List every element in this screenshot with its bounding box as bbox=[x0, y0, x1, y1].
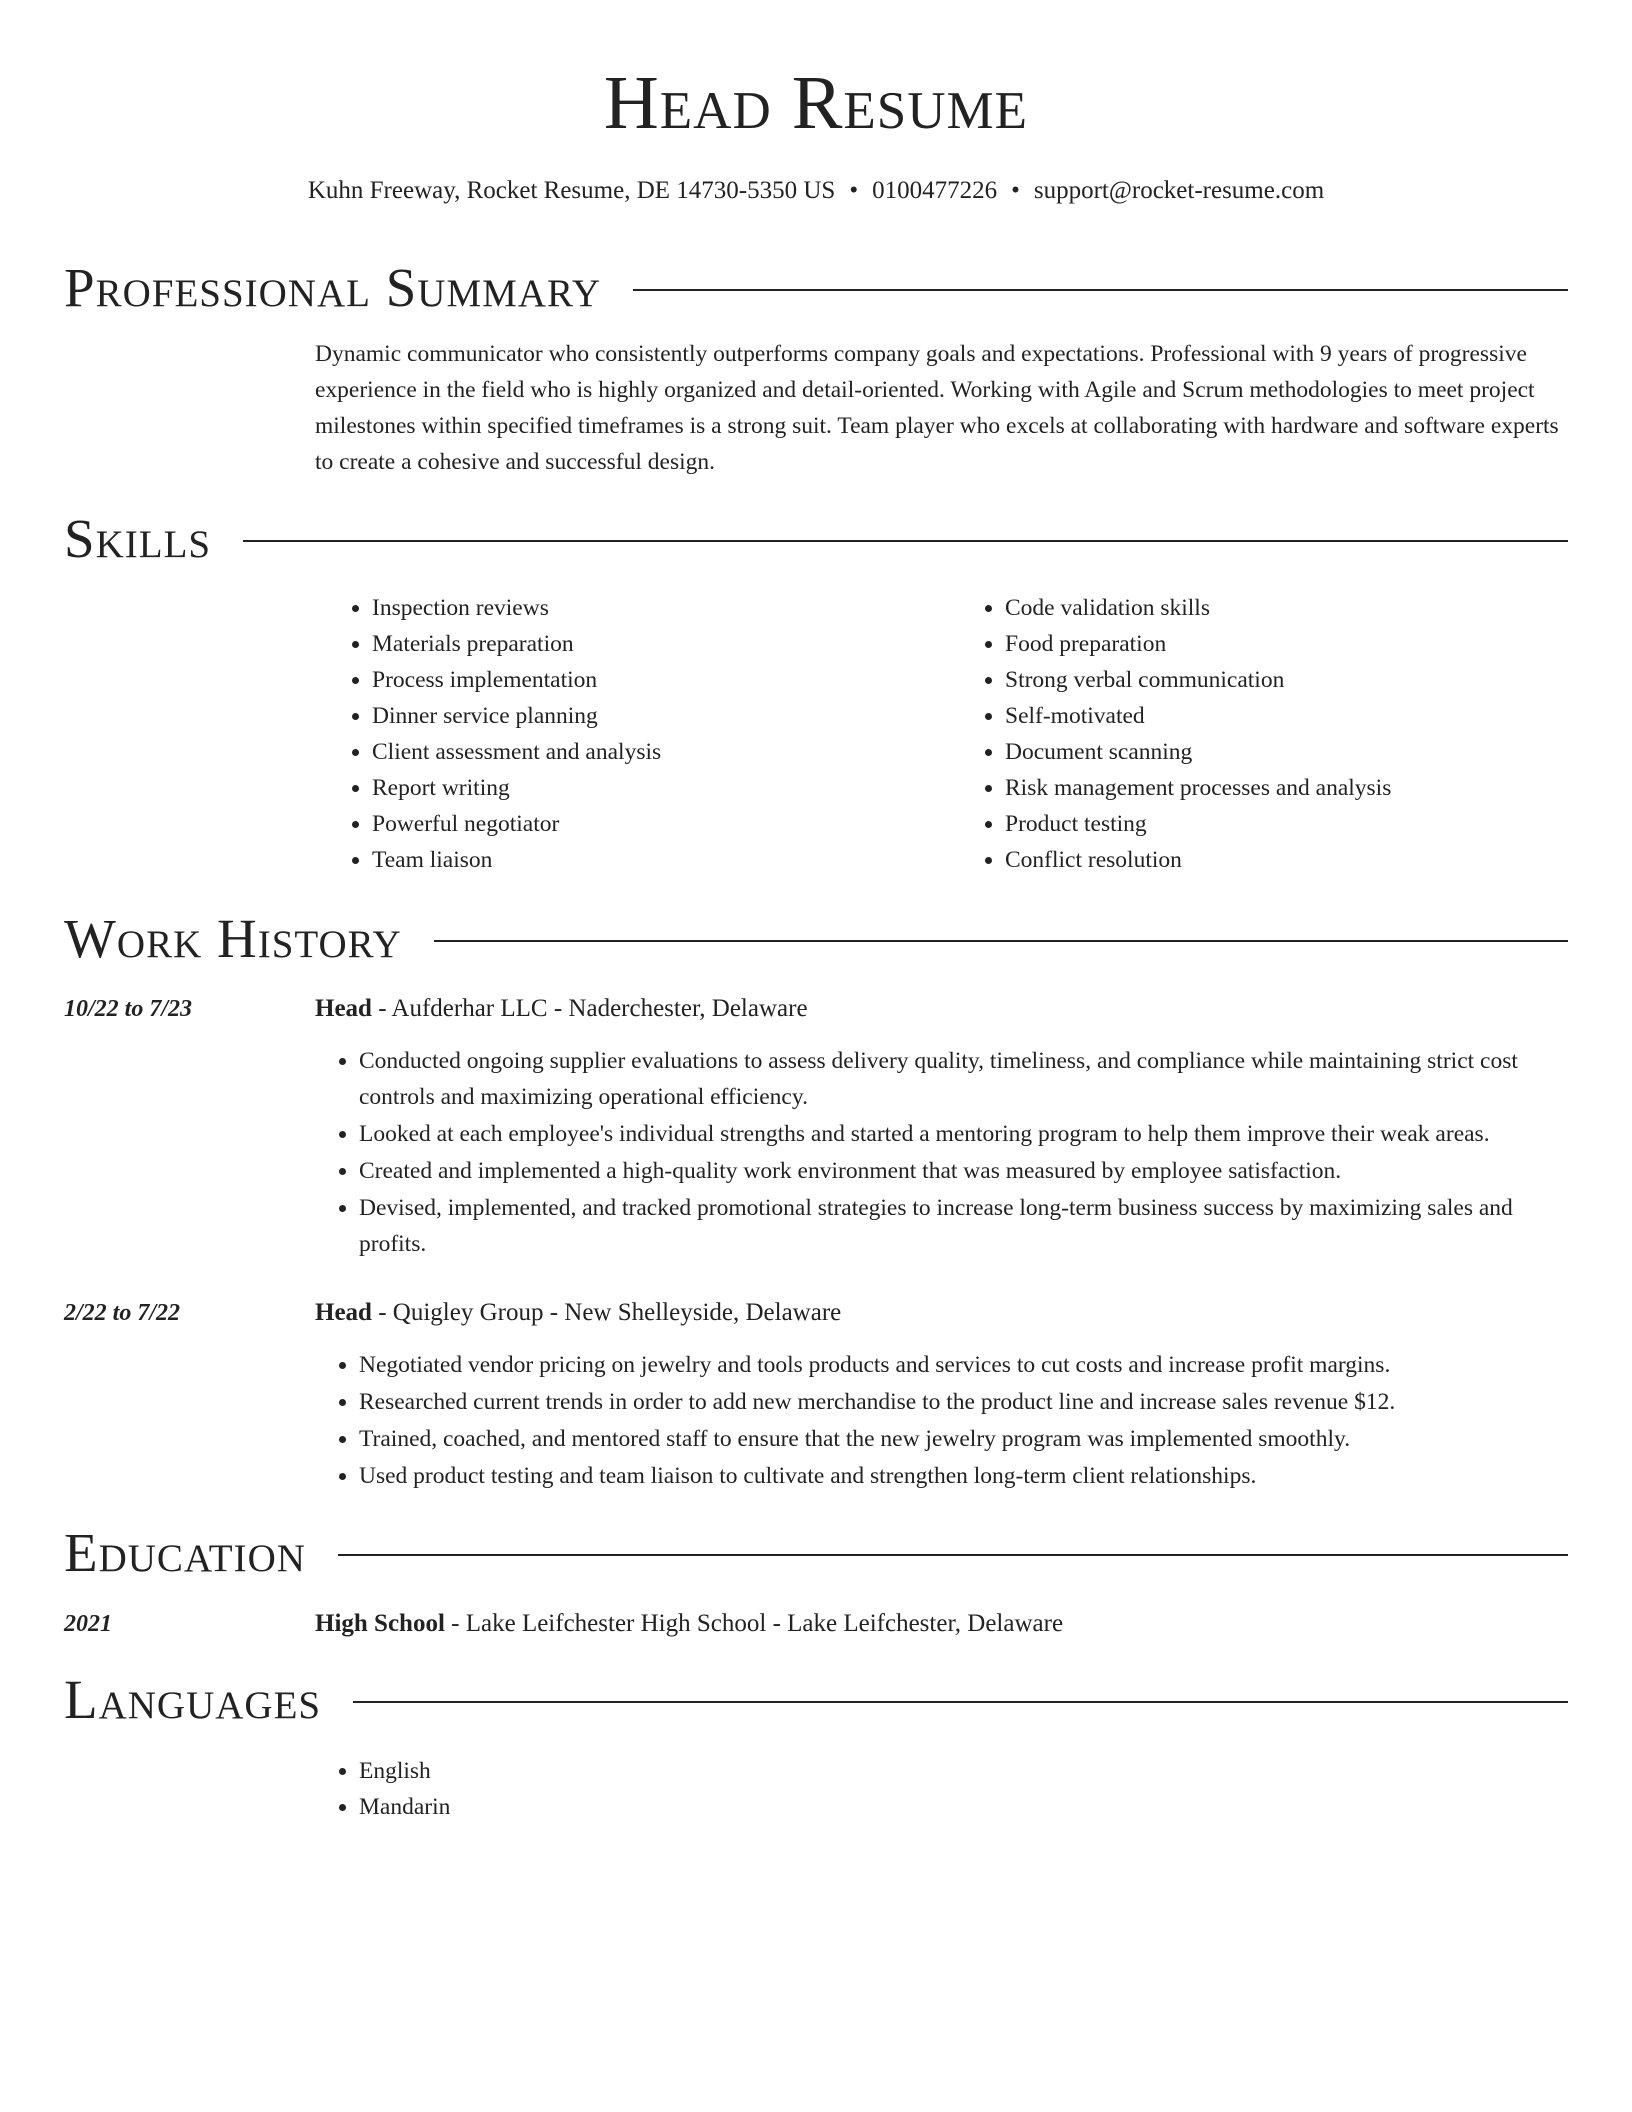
job-heading bbox=[315, 1295, 1568, 1331]
job-entry bbox=[315, 991, 1568, 1263]
job-bullet-item: • Negotiated vendor pricing on jewelry and tools products and services to cut costs and increase profit margins. bbox=[359, 1347, 1568, 1383]
job-date: 2/22 to 7/22 bbox=[64, 1300, 181, 1326]
skill-item: • Product testing bbox=[1005, 806, 1578, 842]
skill-item: • Powerful negotiator bbox=[372, 806, 945, 842]
section-divider bbox=[633, 289, 1568, 291]
summary-text: Dynamic communicator who consistently outperforms company goals and expectations. Professional with 9 years of progressive experience in the field who is highly organized and detail-oriented. Working with Agile and Scrum methodologies to meet project milestones within specified timeframes is a strong suit. Team player who excels at collaborating with hardware and software experts to create a cohesive and successful design. bbox=[315, 341, 1559, 475]
job-bullet-item: • Looked at each employee's individual strengths and started a mentoring program to help them improve their weak areas. bbox=[359, 1116, 1568, 1152]
education-section-title: Education bbox=[64, 1522, 306, 1583]
job-bullets bbox=[315, 1347, 1568, 1494]
skill-item: • Materials preparation bbox=[372, 626, 945, 662]
skill-item: • Conflict resolution bbox=[1005, 842, 1578, 878]
skill-item: • Self-motivated bbox=[1005, 698, 1578, 734]
languages-bullets bbox=[315, 1753, 1568, 1825]
contact-address: Kuhn Freeway, Rocket Resume, DE 14730-5350 US bbox=[307, 177, 836, 204]
education-details: - Lake Leifchester High School - Lake Leifchester, Delaware bbox=[444, 1610, 1064, 1637]
section-divider bbox=[353, 1701, 1568, 1703]
skill-item: • Food preparation bbox=[1005, 626, 1578, 662]
skill-item: • Process implementation bbox=[372, 662, 945, 698]
skills-section-title: Skills bbox=[64, 508, 212, 569]
job-entry bbox=[315, 1295, 1568, 1495]
language-item: • English bbox=[359, 1753, 1568, 1789]
job-heading bbox=[315, 991, 1568, 1027]
skill-item: • Inspection reviews bbox=[372, 590, 945, 626]
summary-section-header bbox=[64, 258, 1568, 318]
job-details: - Aufderhar LLC - Naderchester, Delaware bbox=[371, 995, 808, 1022]
skill-item: • Team liaison bbox=[372, 842, 945, 878]
job-date: 10/22 to 7/23 bbox=[64, 996, 193, 1022]
skill-item: • Client assessment and analysis bbox=[372, 734, 945, 770]
contact-separator: • bbox=[849, 177, 859, 204]
skills-column-left bbox=[328, 590, 945, 878]
summary-section-title: Professional Summary bbox=[64, 257, 602, 318]
job-bullet-item: • Conducted ongoing supplier evaluations to assess delivery quality, timeliness, and compliance while maintaining strict cost controls and maximizing operational efficiency. bbox=[359, 1043, 1568, 1115]
job-bullet-item: • Devised, implemented, and tracked promotional strategies to increase long-term business success by maximizing sales and profits. bbox=[359, 1190, 1568, 1262]
skill-item: • Code validation skills bbox=[1005, 590, 1578, 626]
education-section-header bbox=[64, 1523, 1568, 1583]
contact-line bbox=[64, 174, 1568, 208]
job-bullet-item: • Used product testing and team liaison to cultivate and strengthen long-term client relationships. bbox=[359, 1458, 1568, 1494]
skill-item: • Report writing bbox=[372, 770, 945, 806]
skill-item: • Dinner service planning bbox=[372, 698, 945, 734]
job-bullet-item: • Created and implemented a high-quality work environment that was measured by employee satisfaction. bbox=[359, 1153, 1568, 1189]
section-divider bbox=[434, 940, 1568, 942]
section-divider bbox=[338, 1554, 1568, 1556]
education-degree: High School bbox=[315, 1610, 445, 1637]
skills-section-header bbox=[64, 509, 1568, 569]
contact-separator: • bbox=[1011, 177, 1020, 204]
contact-phone: 0100477226 bbox=[872, 177, 998, 204]
skill-item: • Risk management processes and analysis bbox=[1005, 770, 1578, 806]
section-divider bbox=[243, 540, 1568, 542]
job-role: Head bbox=[315, 1299, 372, 1326]
skills-list bbox=[328, 590, 1581, 878]
job-bullet-item: • Trained, coached, and mentored staff to ensure that the new jewelry program was implemented smoothly. bbox=[359, 1421, 1568, 1457]
summary-body bbox=[315, 336, 1568, 480]
education-heading bbox=[315, 1606, 1568, 1642]
skill-item: • Strong verbal communication bbox=[1005, 662, 1578, 698]
skills-column-right bbox=[945, 590, 1578, 878]
job-bullet-item: • Researched current trends in order to add new merchandise to the product line and increase sales revenue $12. bbox=[359, 1384, 1568, 1420]
languages-list bbox=[315, 1753, 1568, 1825]
job-bullets bbox=[315, 1043, 1568, 1262]
languages-section-title: Languages bbox=[64, 1669, 322, 1730]
language-item: • Mandarin bbox=[359, 1789, 1568, 1825]
education-entry bbox=[315, 1606, 1568, 1642]
resume-title: Head Resume bbox=[603, 61, 1029, 145]
skill-item: • Document scanning bbox=[1005, 734, 1578, 770]
work-section-title: Work History bbox=[64, 908, 402, 969]
languages-section-header bbox=[64, 1670, 1568, 1730]
education-year: 2021 bbox=[64, 1611, 112, 1637]
job-role: Head bbox=[315, 995, 372, 1022]
work-section-header bbox=[64, 909, 1568, 969]
job-details: - Quigley Group - New Shelleyside, Delaware bbox=[371, 1299, 842, 1326]
contact-email: support@rocket-resume.com bbox=[1033, 177, 1325, 204]
